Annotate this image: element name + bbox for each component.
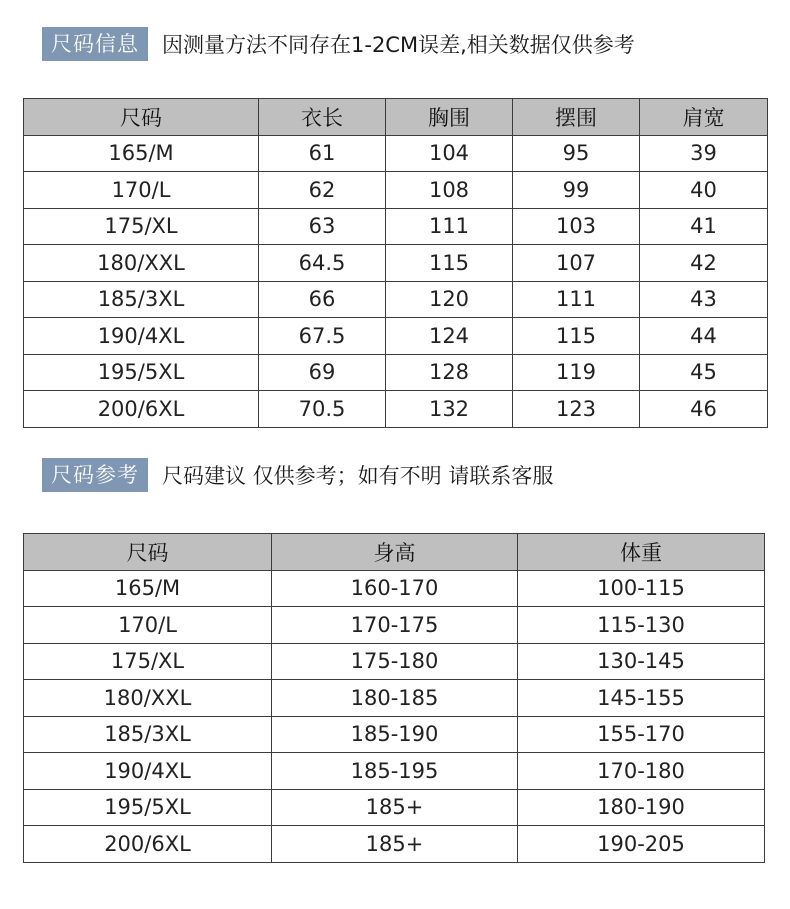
table-cell: 43 <box>640 281 768 318</box>
table-cell: 115-130 <box>518 607 765 644</box>
column-header-weight: 体重 <box>518 534 765 571</box>
table-row <box>24 716 765 753</box>
size-info-badge: 尺码信息 <box>42 27 148 61</box>
table-cell: 170/L <box>24 172 259 209</box>
table-cell: 190/4XL <box>24 318 259 355</box>
table-row <box>24 172 768 209</box>
table-cell: 111 <box>513 281 640 318</box>
table-row <box>24 607 765 644</box>
size-reference-table-body <box>24 570 765 862</box>
table-row <box>24 318 768 355</box>
table-row <box>24 753 765 790</box>
table-cell: 190/4XL <box>24 753 272 790</box>
table-row <box>24 826 765 863</box>
table-cell: 100-115 <box>518 570 765 607</box>
table-cell: 67.5 <box>259 318 386 355</box>
table-cell: 45 <box>640 354 768 391</box>
table-cell: 180/XXL <box>24 680 272 717</box>
size-reference-header <box>42 458 553 492</box>
column-header-height: 身高 <box>272 534 518 571</box>
table-cell: 62 <box>259 172 386 209</box>
table-header-row <box>24 99 768 136</box>
table-cell: 111 <box>386 208 513 245</box>
table-cell: 185-190 <box>272 716 518 753</box>
table-cell: 195/5XL <box>24 354 259 391</box>
column-header-hem: 摆围 <box>513 99 640 136</box>
table-cell: 170/L <box>24 607 272 644</box>
table-cell: 119 <box>513 354 640 391</box>
table-cell: 130-145 <box>518 643 765 680</box>
table-cell: 185+ <box>272 826 518 863</box>
table-cell: 200/6XL <box>24 391 259 428</box>
table-cell: 180/XXL <box>24 245 259 282</box>
table-cell: 42 <box>640 245 768 282</box>
table-cell: 39 <box>640 135 768 172</box>
table-cell: 61 <box>259 135 386 172</box>
table-cell: 165/M <box>24 135 259 172</box>
column-header-length: 衣长 <box>259 99 386 136</box>
table-row <box>24 643 765 680</box>
size-info-table-body <box>24 135 768 427</box>
table-cell: 40 <box>640 172 768 209</box>
table-cell: 195/5XL <box>24 789 272 826</box>
table-cell: 123 <box>513 391 640 428</box>
table-cell: 145-155 <box>518 680 765 717</box>
column-header-chest: 胸围 <box>386 99 513 136</box>
table-cell: 99 <box>513 172 640 209</box>
table-cell: 132 <box>386 391 513 428</box>
table-row <box>24 135 768 172</box>
table-cell: 69 <box>259 354 386 391</box>
table-cell: 115 <box>386 245 513 282</box>
size-reference-badge: 尺码参考 <box>42 458 148 492</box>
table-cell: 41 <box>640 208 768 245</box>
table-cell: 155-170 <box>518 716 765 753</box>
table-cell: 124 <box>386 318 513 355</box>
table-cell: 46 <box>640 391 768 428</box>
table-cell: 185+ <box>272 789 518 826</box>
table-cell: 115 <box>513 318 640 355</box>
table-cell: 175/XL <box>24 643 272 680</box>
table-cell: 200/6XL <box>24 826 272 863</box>
size-info-header <box>42 27 635 61</box>
table-cell: 185-195 <box>272 753 518 790</box>
table-row <box>24 391 768 428</box>
table-header-row <box>24 534 765 571</box>
table-cell: 160-170 <box>272 570 518 607</box>
table-cell: 108 <box>386 172 513 209</box>
table-cell: 165/M <box>24 570 272 607</box>
table-cell: 175-180 <box>272 643 518 680</box>
table-cell: 63 <box>259 208 386 245</box>
table-cell: 120 <box>386 281 513 318</box>
table-cell: 170-180 <box>518 753 765 790</box>
table-row <box>24 281 768 318</box>
table-cell: 95 <box>513 135 640 172</box>
table-row <box>24 354 768 391</box>
table-cell: 70.5 <box>259 391 386 428</box>
table-row <box>24 680 765 717</box>
table-row <box>24 570 765 607</box>
column-header-size: 尺码 <box>24 534 272 571</box>
table-cell: 128 <box>386 354 513 391</box>
table-cell: 170-175 <box>272 607 518 644</box>
table-cell: 104 <box>386 135 513 172</box>
size-info-note: 因测量方法不同存在1-2CM误差,相关数据仅供参考 <box>162 33 635 57</box>
table-cell: 190-205 <box>518 826 765 863</box>
size-reference-table <box>23 533 765 863</box>
table-cell: 66 <box>259 281 386 318</box>
table-row <box>24 208 768 245</box>
size-reference-note: 尺码建议 仅供参考；如有不明 请联系客服 <box>162 464 554 488</box>
table-cell: 44 <box>640 318 768 355</box>
table-cell: 103 <box>513 208 640 245</box>
table-cell: 107 <box>513 245 640 282</box>
table-row <box>24 789 765 826</box>
column-header-shoulder: 肩宽 <box>640 99 768 136</box>
table-cell: 180-185 <box>272 680 518 717</box>
table-cell: 175/XL <box>24 208 259 245</box>
table-cell: 185/3XL <box>24 716 272 753</box>
table-cell: 185/3XL <box>24 281 259 318</box>
table-cell: 180-190 <box>518 789 765 826</box>
size-info-table <box>23 98 768 428</box>
column-header-size: 尺码 <box>24 99 259 136</box>
table-row <box>24 245 768 282</box>
table-cell: 64.5 <box>259 245 386 282</box>
